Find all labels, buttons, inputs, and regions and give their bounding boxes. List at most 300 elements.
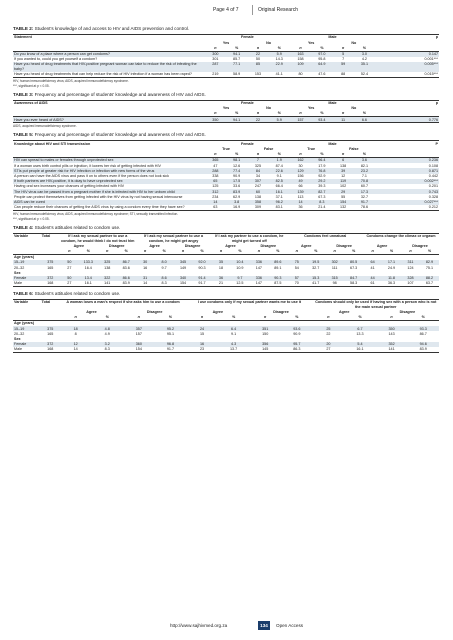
table-cell: 27 [313,347,345,353]
t5-col-male: Male [290,141,375,147]
t2-body [13,51,439,77]
table-cell: 309 [247,205,268,211]
table-cell: 133.3 [79,260,98,265]
table-cell: 95.8 [318,57,326,62]
table-cell: 141 [376,347,408,353]
t6-col-disagree: Disagree [146,309,163,314]
table-cell: 60 [247,189,268,194]
t5-col-unit: n [290,152,311,158]
t5-col-female: Female [205,141,290,147]
t3-col-p: p [375,100,439,106]
table-cell: 55 [341,194,346,199]
t4-col-unit: n [363,249,382,255]
table-cell: 95.7 [281,342,313,347]
table-cell: 66 [298,184,303,189]
table-cell: 83.9 [117,281,136,287]
t4-col-unit: % [420,249,439,255]
table-cell: 89.1 [274,265,282,270]
table-cell: 39.3 [318,184,326,189]
t3-table [13,100,439,124]
table-cell: 29.2 [311,179,332,184]
table-cell: 1.9 [269,158,290,164]
table-cell: 76.8 [311,168,332,173]
table-cell: 0.871 [375,168,439,173]
table-cell: 0.442 [428,173,438,178]
t4-col-disagree: Disagree [260,243,277,248]
table-cell: 3.2 [91,342,123,347]
table-cell: 20–32 [14,331,25,336]
t4-col-unit: % [344,249,363,255]
t6-col-unit: n [60,315,92,321]
table-cell: 94.1 [226,51,247,57]
t6-col-unit: n [186,315,218,321]
table-cell: 21 [211,281,230,287]
table-cell: 7 [247,158,268,164]
table-cell: 356 [249,342,281,347]
t4-col-total: Total [41,233,60,243]
t5-col-unit: n [205,152,226,158]
table-cell: 8.3 [155,281,174,287]
table-cell: Do you know of a place where a person can get condoms? [13,51,205,57]
t4-body [13,254,439,286]
header-divider [252,5,253,15]
table-cell: 8.3 [311,200,332,205]
table-cell: If you wanted to, could you get yourself a condom? [14,57,98,62]
table-cell: 4.8 [91,326,123,331]
table-cell: 113 [297,194,304,199]
table-cell: 12.6 [233,163,241,168]
t5-title [13,132,439,138]
t5-title-text: Frequency and percentage of students' knowledge and awareness of HIV and AIDS. [33,132,206,138]
table-cell: 23 [186,347,218,353]
t5-col-unit: n [332,152,353,158]
table-cell: 86.3 [281,347,313,353]
table-cell: 91.7 [155,347,187,353]
t3-col-statement: Awareness of AIDS [13,100,205,106]
table-cell: 41.1 [269,72,290,78]
t2-col-unit: % [226,45,247,51]
page-number-badge: 134 [258,621,270,630]
table-cell: 156 [297,173,304,178]
table-cell: 80 [290,72,311,78]
table-cell: 18 [60,326,92,331]
t4-col-agree: Agree [225,243,236,248]
t4-col-unit: n [401,249,420,255]
table-cell: 75 [287,260,306,265]
t6-col-unit: n [313,315,345,321]
table-cell: 102 [340,184,347,189]
table-cell: 150 [262,331,269,336]
t4-col-unit: % [117,249,136,255]
table-cell: If a woman uses birth control pills or injection, it lowers her risk of getting infected with HIV [14,163,161,168]
t5-col-statement: Knowledge about HIV and STI transmission [13,141,205,147]
table-row [13,62,439,72]
table-cell: 8.6 [155,276,174,281]
t2-col-yes: Yes [222,40,230,45]
table-cell: 16.1 [269,189,290,194]
t6-col-unit: % [218,315,250,321]
t2-col-unit: n [205,45,226,51]
t3-col-unit: n [205,111,226,117]
table-cell: The HIV virus can be passed from a pregnant mother if she is infected with HIV to her unborn child [13,189,205,194]
t6-col-agree: Agree [212,309,224,314]
table-cell: 0.236 [375,158,439,164]
t3-col-unit: % [311,111,332,117]
table-cell: 234 [212,194,219,199]
table-cell: 92.0 [193,260,212,265]
t6-col-agree: Agree [86,309,97,314]
t2-table [13,34,439,78]
table-cell: 247 [254,184,262,189]
table-cell: 98.1 [226,158,247,164]
table-cell: 32.7 [312,265,320,270]
table-cell: 315 [325,276,344,281]
table-cell: 11.8 [382,276,401,281]
t4-col-disagree: Disagree [184,243,201,248]
t4-col-unit: % [382,249,401,255]
t4-col-unit: n [325,249,344,255]
table-cell: 153 [247,72,268,78]
table-cell: 80.5 [344,260,363,265]
table-cell: 35.1 [354,62,375,72]
table-cell: 350 [205,117,226,123]
table-cell: 0.001*** [424,57,438,62]
table-cell: 98 [325,281,344,287]
t3-col-unit: n [290,111,311,117]
table-cell: 336 [249,276,268,281]
table-cell: 83.6 [122,265,130,270]
t5-title-label: TABLE 5: [13,132,34,138]
table-cell: 165 [47,265,54,270]
t5-col-false: False [349,147,359,152]
t2-col-no: No [266,40,272,45]
table-cell: 360 [123,342,155,347]
table-cell: 83.9 [226,189,247,194]
table-cell: 162 [290,158,311,164]
table-cell: 20–32 [14,265,25,270]
table-cell: 41.7 [306,281,325,287]
table-cell: 138 [254,194,262,199]
t6-col-unit: % [407,315,439,321]
t5-col-unit: % [354,152,375,158]
table-cell: 27 [67,265,72,270]
table-cell: 145 [249,347,281,353]
t4-head-row [13,233,439,243]
table-cell: 22.9 [269,62,290,72]
table-cell: 90.3 [198,265,206,270]
table-cell: 352 [376,342,408,347]
t4-title-text: Student's attitudes related to condom use. [33,224,121,230]
table-cell: 36 [290,205,311,211]
table-cell: 139 [290,189,311,194]
open-access-label: Open Access [276,623,304,628]
table-cell: 8.3 [91,347,123,353]
group-label: Sex [14,336,21,341]
table-cell: 4.2 [361,57,367,62]
table-cell: 14 [290,200,311,205]
table-cell: 83.9 [407,347,439,353]
table-cell: 9.1 [276,173,282,178]
t3-col-no: No [266,106,272,111]
table-cell: 14.3 [275,57,283,62]
table-cell: 325 [98,260,117,265]
table-cell: 0.212 [375,205,439,211]
t5-head [13,141,439,158]
table-cell: 57 [287,276,306,281]
journal-url-link[interactable]: http://www.sajhivmed.org.za [170,623,228,628]
table-cell: 50 [60,260,79,265]
table-cell: 325 [254,163,262,168]
table-cell: 168 [41,347,60,353]
table-cell: 29 [332,189,353,194]
table-cell: 86.7 [419,331,427,336]
t5-col-false: False [263,147,274,152]
table-cell: 10.4 [230,260,249,265]
table-cell: 20 [313,342,345,347]
t6-col-unit: % [344,315,376,321]
t3-body [13,117,439,123]
table-cell: 31 [136,276,155,281]
table-cell: 4.9 [104,331,110,336]
table-row [13,205,439,211]
table-cell: 32.7 [360,194,369,199]
group-label: Age (years) [14,255,35,260]
table-cell: 357 [123,326,155,331]
table-cell: 96.8 [155,342,187,347]
t3-col-unit: n [332,111,353,117]
table-cell: 109 [290,62,311,72]
table-cell: 22 [247,117,268,123]
table-cell: 44 [363,276,382,281]
table-cell: 66.4 [275,184,283,189]
t6-col-disagree: Disagree [273,309,289,314]
table-cell: 138 [340,163,347,168]
table-cell: 30 [298,163,303,168]
table-cell: 83.1 [269,205,290,211]
table-cell: 16 [186,342,218,347]
table-cell: 13.7 [218,347,250,353]
table-cell: 61 [363,281,382,287]
table-cell: 13.4 [79,276,98,281]
t2-note-abbrev: HIV, human immunodeficiency virus; AIDS, acquired immunodeficiency syndrome. [13,78,129,83]
table-cell: 163 [290,51,311,57]
table-cell: 312 [205,189,226,194]
page-content [13,26,439,353]
table-cell: 27 [60,281,79,287]
t4-col-agree: Agree [73,243,85,248]
t5-col-true: True [222,147,230,152]
table-cell: 107 [401,281,420,287]
table-cell: 10.9 [236,265,244,270]
table-cell: 94.1 [226,117,247,123]
t3-title-text: Frequency and percentage of students' knowledge and awareness of HIV and AIDS. [33,91,206,97]
t3-col-unit: % [226,111,247,117]
table-cell: 78.6 [354,205,375,211]
table-cell: 36.3 [382,281,401,287]
table-cell: People can protect themselves from getting infected with the HIV virus by not having sexual intercourse [14,194,183,199]
t4-col-unit: % [230,249,249,255]
table-cell: 85 [247,62,268,72]
table-cell: 15–19 [13,326,41,331]
table-cell: HIV can spread to males or females through unprotected sex [13,158,205,164]
table-cell: 0.147 [375,51,439,57]
table-cell: 16.4 [84,265,92,270]
table-cell: 97.0 [311,51,332,57]
table-cell: 15–19 [13,260,41,265]
table-cell: 14 [60,347,92,353]
table-cell: 9.1 [231,331,237,336]
table-cell: 168 [41,281,60,287]
table-cell: 372 [41,342,60,347]
table-cell: 119 [332,179,353,184]
t4-col-statement: Condoms feel unnatural [287,233,363,243]
table-cell: Female [13,276,41,281]
table-cell: 96.4 [311,158,332,164]
t4-head [13,233,439,254]
t4-col-variable: Variable [13,233,41,243]
table-cell: Have you ever heard of AIDS? [13,117,205,123]
table-cell: 77.4 [226,168,247,173]
table-cell: 93.4 [311,117,332,123]
t6-col-statement: Condoms should only be used if having sex with a person who is not the main sexual partner [313,300,439,310]
page-number-label: Page 4 of 7 [213,7,239,13]
table-cell: 82.9 [420,260,439,265]
table-cell: 24.9 [387,265,396,270]
t6-title-text: Student's attitudes related to condom use. [33,291,121,296]
t2-head [13,35,439,52]
table-cell: 62.9 [233,194,241,199]
table-cell: Male [13,347,41,353]
table-cell: 91.7 [354,200,375,205]
table-cell: 375 [41,260,60,265]
table-cell: 6.7 [344,326,376,331]
table-cell: 64.9 [311,62,332,72]
t6-col-variable: Variable [13,300,41,310]
t3-col-yes: Yes [222,106,230,111]
table-cell: Have you heard of drug treatments that HIV-positive pregnant woman can take to reduce the risk of infecting the baby? [13,62,205,72]
t6-col-unit: n [249,315,281,321]
table-cell: 21.4 [311,205,332,211]
t3-col-female: Female [205,100,290,106]
t6-col-disagree: Disagree [399,309,416,314]
table-cell: 154 [174,281,193,287]
table-cell: 302 [325,260,344,265]
t5-col-unit: % [269,152,290,158]
table-row [13,72,439,78]
t4-col-disagree: Disagree [336,243,352,248]
table-cell: If both partners are HIV-positive, it is okay to have unprotected sex [13,179,205,184]
table-cell: 93.6 [281,326,313,331]
table-cell: 63 [205,205,226,211]
table-cell: 30 [136,260,155,265]
table-cell: 5 [332,51,353,57]
table-cell: 8.0 [155,260,174,265]
table-cell: 345 [174,260,193,265]
t2-col-unit: n [247,45,268,51]
t6-col-total: Total [41,300,60,310]
table-cell: 17.1 [382,260,401,265]
table-cell: 0.005*** [375,62,439,72]
t4-col-agree: Agree [376,243,388,248]
table-cell: Have you heard of drug treatments that can help reduce the risk of HIV infection if a woman has been raped? [13,72,205,78]
table-cell: 22.6 [269,168,290,173]
table-cell: 12 [341,173,346,178]
t5-note-sig: ***, significant at p < 0.05. [13,216,50,221]
table-cell: 89.6 [268,260,287,265]
table-cell: 52.4 [354,72,375,78]
table-cell: 0.015*** [375,72,439,78]
t2-note-sig: ***, significant at p < 0.05. [13,83,50,88]
table-cell: 70 [287,281,306,287]
t4-col-unit: % [268,249,287,255]
table-cell: 96.2 [269,200,290,205]
t5-col-unit: n [247,152,268,158]
table-cell: 16.1 [344,347,376,353]
t2-col-p: p [375,35,439,41]
table-row [13,281,439,287]
table-row [13,347,439,353]
t6-col-statement: I use condoms only if my sexual partner wants me to use it [186,300,312,310]
table-cell: 372 [41,276,60,281]
table-cell: 77.1 [226,62,247,72]
table-cell: AIDS can be cured [13,200,205,205]
table-cell: 75.1 [425,265,434,270]
t2-col-female: Female [205,35,290,41]
table-cell: 25 [313,326,345,331]
t3-col-unit: % [269,111,290,117]
table-cell: 0.027*** [375,200,439,205]
table-cell: 143 [388,331,395,336]
table-cell: 50 [60,276,79,281]
table-cell: 6.6 [354,117,375,123]
table-cell: 16.9 [226,205,247,211]
table-cell: 219 [205,72,226,78]
t4-col-agree: Agree [149,243,160,248]
table-cell: 157 [135,331,142,336]
table-cell: 65 [205,179,226,184]
table-cell: 307 [247,179,268,184]
table-cell: 3.6 [354,158,375,164]
t2-col-unit: % [269,45,290,51]
table-cell: 87.5 [268,281,287,287]
table-cell: 86.7 [117,260,136,265]
table-cell: 287 [205,62,226,72]
table-cell: 91.7 [193,281,212,287]
table-cell: 58.3 [344,281,363,287]
t2-title-text: Student's knowledge of and access to HIV and AIDS prevention and control. [33,26,190,31]
table-cell: 19.5 [306,260,325,265]
t2-col-male: Male [290,35,375,41]
table-cell: 33.6 [233,184,241,189]
t6-col-unit: % [281,315,313,321]
t4-col-unit: n [249,249,268,255]
t6-col-unit: % [155,315,187,321]
table-cell: 9.7 [161,265,167,270]
t2-title [13,26,439,32]
table-cell: 0.201 [428,184,438,189]
t6-head [13,300,439,321]
table-cell: 147 [255,265,262,270]
table-cell: 311 [401,260,420,265]
t2-title-label: TABLE 2: [13,26,34,31]
table-cell: 17.9 [318,163,326,168]
t4-col-unit: n [287,249,306,255]
table-cell: 92.9 [318,173,326,178]
table-cell: 90.9 [233,173,241,178]
table-cell: 5.9 [269,117,290,123]
table-cell: 288 [205,168,226,173]
table-cell: 54 [294,265,299,270]
